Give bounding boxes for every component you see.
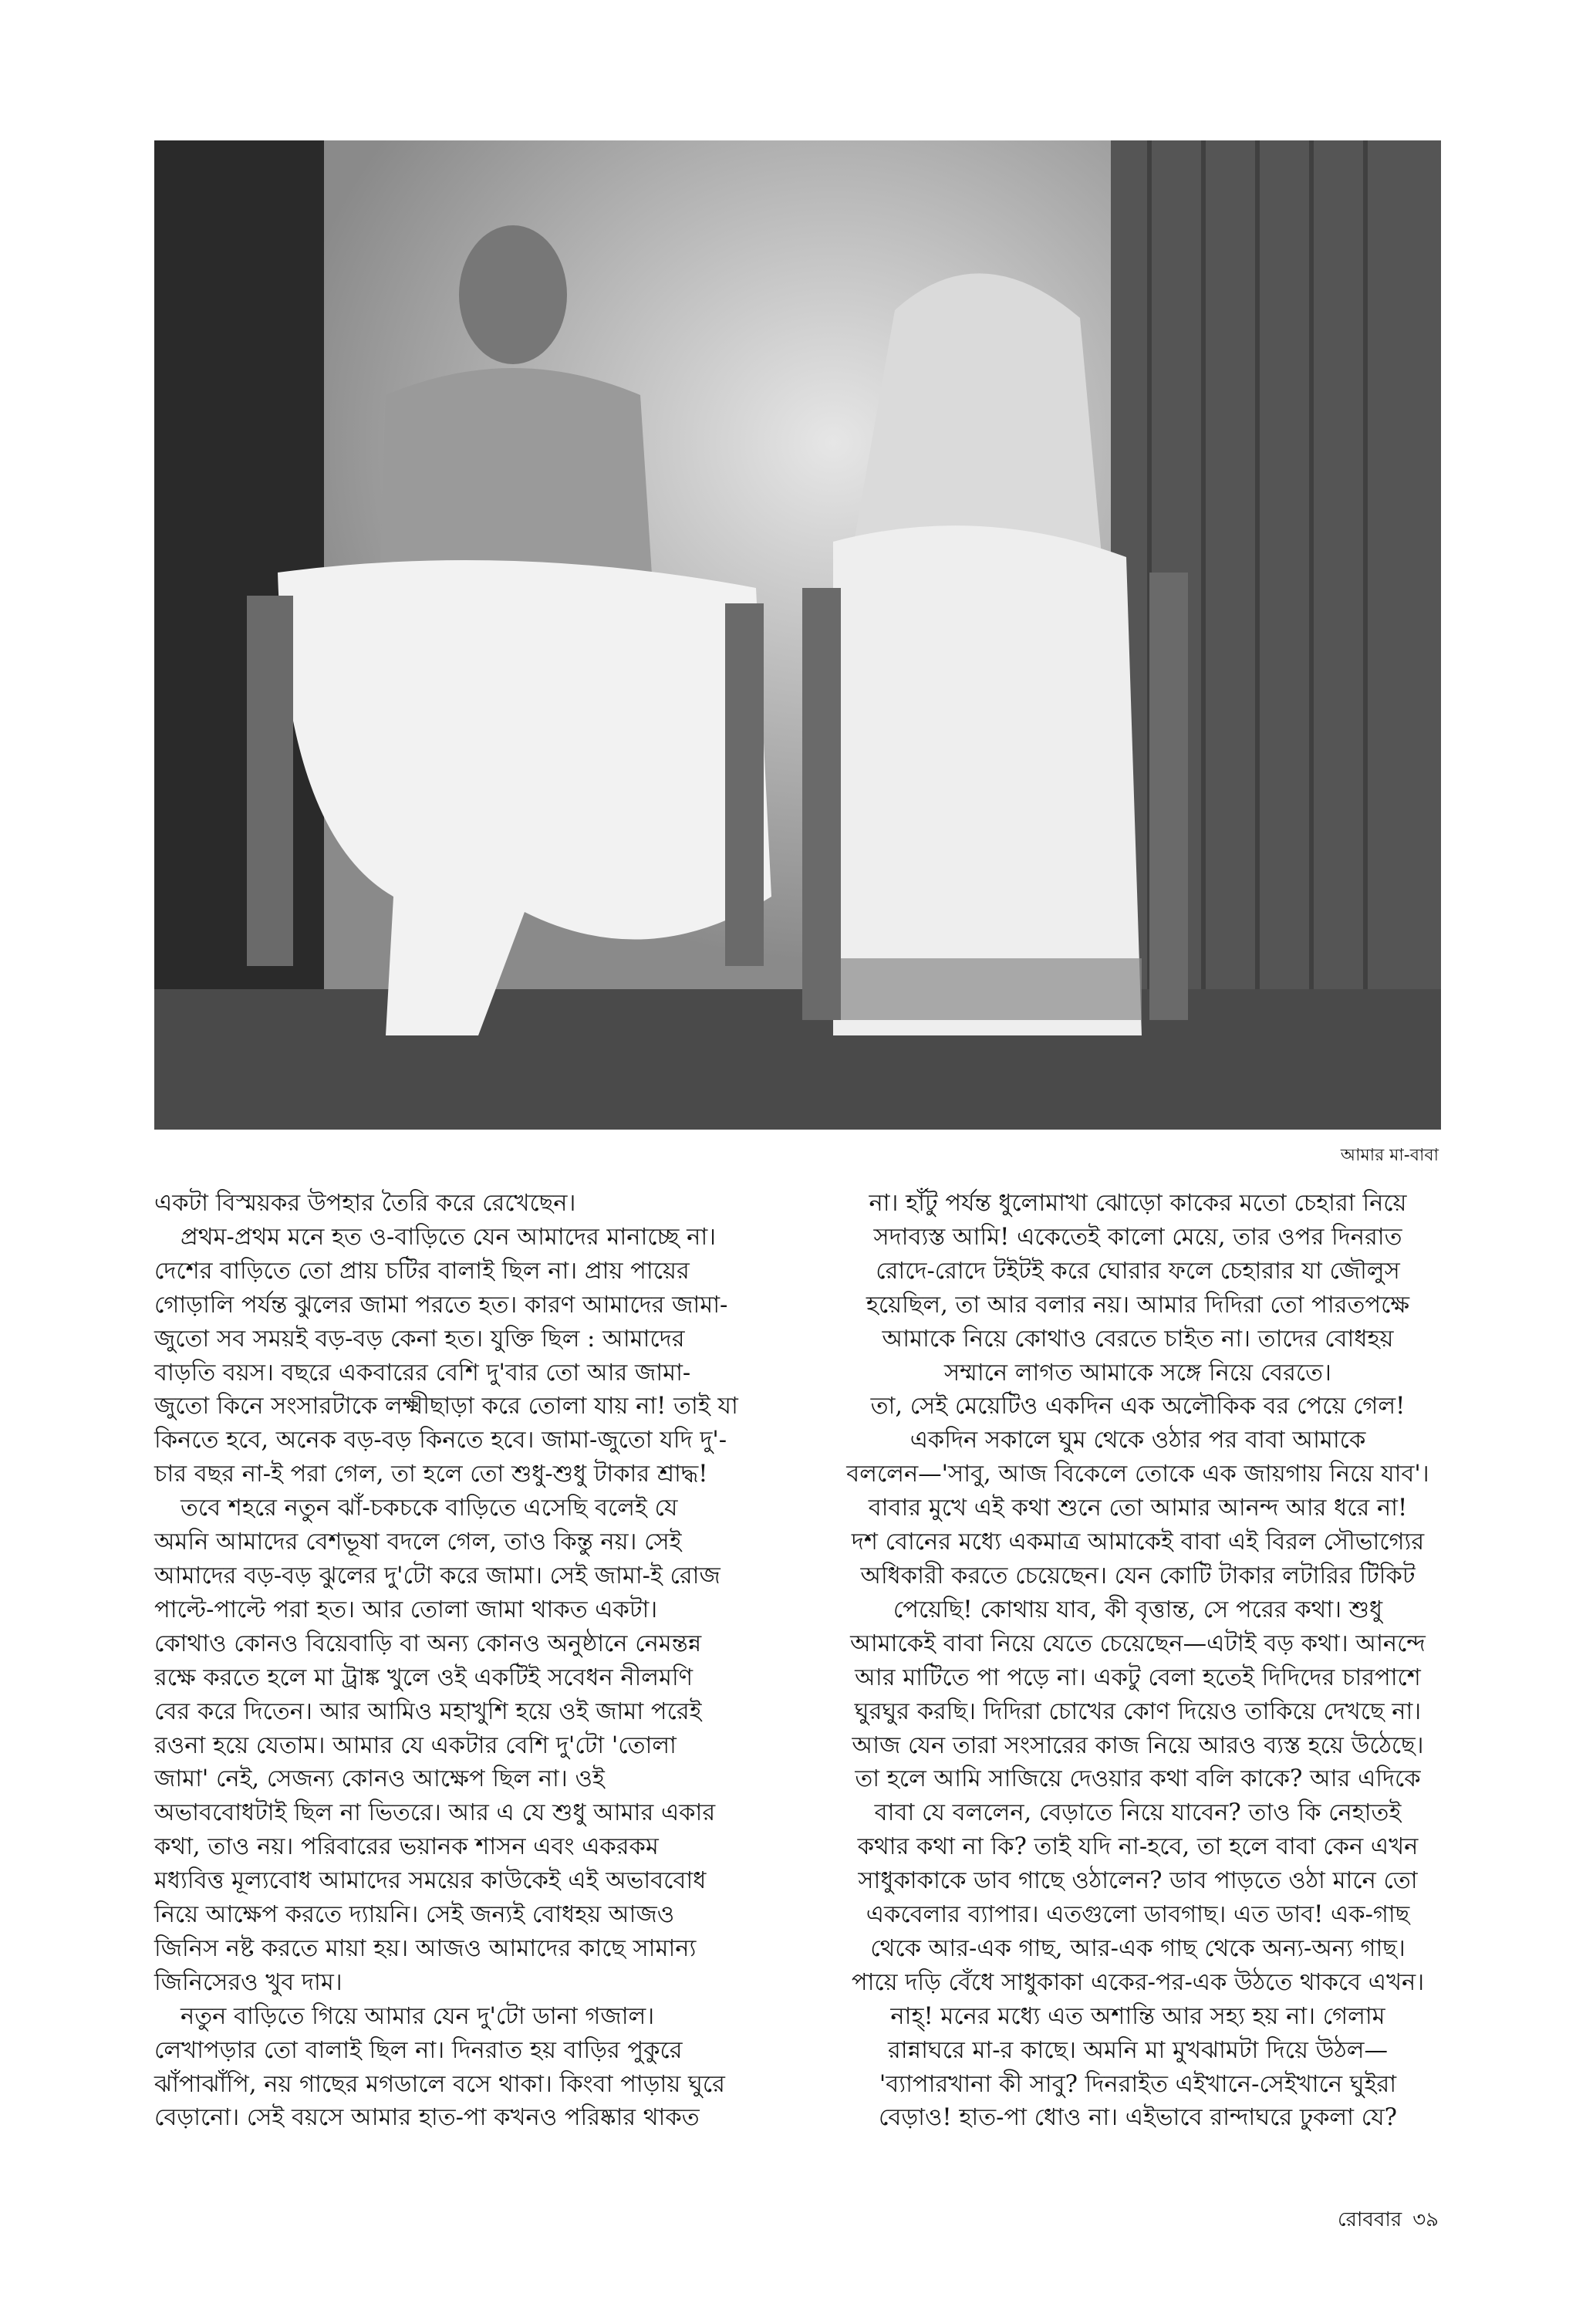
text-line: বেড়ানো। সেই বয়সে আমার হাত-পা কখনও পরিষ্কার থাকত (154, 2104, 700, 2132)
text-line: রান্নাঘরে মা-র কাছে। অমনি মা মুখঝামটা দিয়ে উঠল— (888, 2036, 1388, 2064)
photo-caption: আমার মা-বাবা (1340, 1146, 1439, 1165)
text-line: তবে শহরে নতুন ঝাঁ-চকচকে বাড়িতে এসেছি বলেই যে (181, 1495, 678, 1522)
text-line: অভাববোধটাই ছিল না ভিতরে। আর এ যে শুধু আমার একার (154, 1799, 716, 1827)
right-text-column (822, 1187, 1454, 2135)
text-line: রক্ষে করতে হলে মা ট্রাঙ্ক খুলে ওই একটিই সবেধন নীলমণি (154, 1664, 694, 1691)
text-line: একটা বিস্ময়কর উপহার তৈরি করে রেখেছেন। (154, 1190, 576, 1217)
text-line: আমাদের বড়-বড় ঝুলের দু'টো করে জামা। সেই জামা-ই রোজ (154, 1562, 721, 1589)
text-line: ঘুরঘুর করছি। দিদিরা চোখের কোণ দিয়েও তাকিয়ে দেখছে না। (854, 1697, 1422, 1725)
text-line: জুতো সব সময়ই বড়-বড় কেনা হত। যুক্তি ছিল : আমাদের (154, 1325, 685, 1353)
text-line: আর মাটিতে পা পড়ে না। একটু বেলা হতেই দিদিদের চারপাশে (855, 1664, 1421, 1691)
text-line: কিনতে হবে, অনেক বড়-বড় কিনতে হবে। জামা-জুতো যদি দু'- (154, 1427, 727, 1454)
text-line: অমনি আমাদের বেশভূষা বদলে গেল, তাও কিন্তু নয়। সেই (154, 1529, 682, 1556)
page-footer (1338, 2204, 1439, 2238)
text-line: নাহ্! মনের মধ্যে এত অশান্তি আর সহ্য হয় না। গেলাম (890, 2002, 1385, 2030)
text-line: ঝাঁপাঝাঁপি, নয় গাছের মগডালে বসে থাকা। কিংবা পাড়ায় ঘুরে (154, 2070, 725, 2098)
text-line: তা হলে আমি সাজিয়ে দেওয়ার কথা বলি কাকে? আর এদিকে (855, 1765, 1421, 1793)
text-line: দেশের বাড়িতে তো প্রায় চটির বালাই ছিল না। প্রায় পায়ের (154, 1257, 690, 1285)
magazine-name: রোববার (1338, 2208, 1402, 2231)
text-line: সাধুকাকাকে ডাব গাছে ওঠালেন? ডাব পাড়তে ওঠা মানে তো (858, 1867, 1418, 1895)
text-line: গোড়ালি পর্যন্ত ঝুলের জামা পরতে হত। কারণ আমাদের জামা- (154, 1291, 728, 1319)
text-line: 'ব্যাপারখানা কী সাবু? দিনরাইত এইখানে-সেইখানে ঘুইরা (879, 2070, 1397, 2098)
text-line: হয়েছিল, তা আর বলার নয়। আমার দিদিরা তো পারতপক্ষে (866, 1291, 1410, 1319)
text-line: আমাকেই বাবা নিয়ে যেতে চেয়েছেন—এটাই বড় কথা। আনন্দে (850, 1630, 1426, 1657)
text-line: পায়ে দড়ি বেঁধে সাধুকাকা একের-পর-এক উঠতে থাকবে এখন। (851, 1968, 1425, 1996)
text-line: বাড়তি বয়স। বছরে একবারের বেশি দু'বার তো আর জামা- (154, 1359, 691, 1387)
text-line: একবেলার ব্যাপার। এতগুলো ডাবগাছ। এত ডাব! এক-গাছ (866, 1901, 1410, 1929)
text-line: একদিন সকালে ঘুম থেকে ওঠার পর বাবা আমাকে (909, 1427, 1366, 1454)
text-line: লেখাপড়ার তো বালাই ছিল না। দিনরাত হয় বাড়ির পুকুরে (154, 2036, 683, 2064)
text-line: কথা, তাও নয়। পরিবারের ভয়ানক শাসন এবং একরকম (154, 1833, 659, 1861)
text-line: মধ্যবিত্ত মূল্যবোধ আমাদের সময়ের কাউকেই এই অভাববোধ (154, 1867, 707, 1895)
text-line: প্রথম-প্রথম মনে হত ও-বাড়িতে যেন আমাদের মানাচ্ছে না। (181, 1223, 717, 1251)
text-line: সম্মানে লাগত আমাকে সঙ্গে নিয়ে বেরতে। (944, 1359, 1331, 1387)
text-line: নতুন বাড়িতে গিয়ে আমার যেন দু'টো ডানা গজাল। (181, 2002, 655, 2030)
text-line: জুতো কিনে সংসারটাকে লক্ষ্মীছাড়া করে তোলা যায় না! তাই যা (154, 1393, 738, 1420)
text-line: রোদে-রোদে টইটই করে ঘোরার ফলে চেহারার যা জৌলুস (876, 1257, 1400, 1285)
text-line: বেড়াও! হাত-পা ধোও না। এইভাবে রান্দাঘরে ঢুকলা যে? (878, 2104, 1397, 2132)
text-line: অধিকারী করতে চেয়েছেন। যেন কোটি টাকার লটারির টিকিট (860, 1562, 1416, 1589)
text-line: আজ যেন তারা সংসারের কাজ নিয়ে আরও ব্যস্ত হয়ে উঠেছে। (852, 1731, 1424, 1759)
portrait-photo-image (154, 140, 1441, 1130)
text-line: পেয়েছি! কোথায় যাব, কী বৃত্তান্ত, সে পরের কথা। শুধু (893, 1596, 1383, 1623)
text-line: কথার কথা না কি? তাই যদি না-হবে, তা হলে বাবা কেন এখন (857, 1833, 1419, 1861)
text-line: বের করে দিতেন। আর আমিও মহাখুশি হয়ে ওই জামা পরেই (154, 1697, 702, 1725)
text-line: কোথাও কোনও বিয়েবাড়ি বা অন্য কোনও অনুষ্ঠানে নেমন্তন্ন (154, 1630, 702, 1657)
text-line: আমাকে নিয়ে কোথাও বেরতে চাইত না। তাদের বোধহয় (882, 1325, 1394, 1353)
page-number: ৩৯ (1412, 2208, 1439, 2231)
text-line: পাল্টে-পাল্টে পরা হত। আর তোলা জামা থাকত একটা। (154, 1596, 658, 1623)
text-line: বাবার মুখে এই কথা শুনে তো আমার আনন্দ আর ধরে না! (868, 1495, 1408, 1522)
text-line: জামা' নেই, সেজন্য কোনও আক্ষেপ ছিল না। ওই (154, 1765, 605, 1793)
text-line: না। হাঁটু পর্যন্ত ধুলোমাখা ঝোড়ো কাকের মতো চেহারা নিয়ে (869, 1190, 1407, 1217)
text-line: বাবা যে বললেন, বেড়াতে নিয়ে যাবেন? তাও কি নেহাতই (874, 1799, 1402, 1827)
portrait-photo (154, 140, 1441, 1130)
text-line: জিনিস নষ্ট করতে মায়া হয়। আজও আমাদের কাছে সামান্য (154, 1934, 697, 1962)
text-line: থেকে আর-এক গাছ, আর-এক গাছ থেকে অন্য-অন্য গাছ। (870, 1934, 1406, 1962)
text-line: জিনিসেরও খুব দাম। (154, 1968, 343, 1996)
text-line: নিয়ে আক্ষেপ করতে দ্যায়নি। সেই জন্যই বোধহয় আজও (154, 1901, 675, 1929)
text-line: রওনা হয়ে যেতাম। আমার যে একটার বেশি দু'টো 'তোলা (154, 1731, 677, 1759)
text-line: বললেন—'সাবু, আজ বিকেলে তোকে এক জায়গায় নিয়ে যাব'। (846, 1461, 1429, 1488)
text-line: সদাব্যস্ত আমি! একেতেই কালো মেয়ে, তার ওপর দিনরাত (873, 1223, 1402, 1251)
text-line: তা, সেই মেয়েটিও একদিন এক অলৌকিক বর পেয়ে গেল! (870, 1393, 1406, 1420)
left-text-column (154, 1187, 787, 2135)
text-line: দশ বোনের মধ্যে একমাত্র আমাকেই বাবা এই বিরল সৌভাগ্যের (851, 1529, 1425, 1556)
text-line: চার বছর না-ই পরা গেল, তা হলে তো শুধু-শুধু টাকার শ্রাদ্ধ! (154, 1461, 708, 1488)
